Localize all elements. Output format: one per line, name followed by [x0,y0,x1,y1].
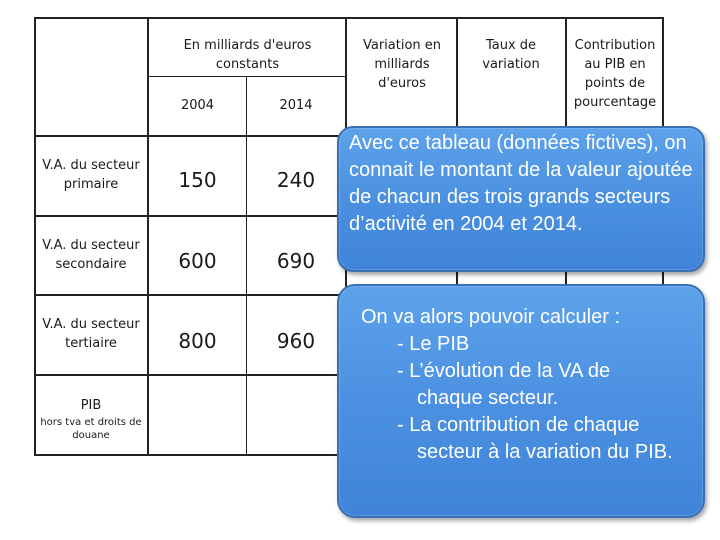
header-variation: Variation en milliards d'euros [362,38,442,91]
value-secondaire-2014: 690 [276,249,316,273]
header-taux: Taux de variation [482,38,540,72]
value-primaire-2014: 240 [276,168,316,192]
callout-calculations [337,284,705,518]
value-secondaire-2004: 600 [178,249,217,273]
header-contribution: Contribution au PIB en points de pourcentage [573,38,657,110]
row-label-pib: PIB [80,398,102,413]
header-constant-euros: En milliards d'euros constants [183,38,312,72]
table-vline-1 [147,17,149,456]
header-year-2014: 2014 [279,98,313,113]
callout-table-explanation-text: Avec ce tableau (données fictives), on connait le montant de la valeur ajoutée de chacun des trois grands secteurs d’activité en 2004 et 2014. [349,132,693,235]
row-label-pib-note: hors tva et droits de douane [40,417,142,441]
header-year-2004: 2004 [180,98,215,113]
table-hline-subheader [147,76,347,77]
callout-item-va-line2: chaque secteur. [417,387,559,409]
callout-item-pib: - Le PIB [397,333,470,355]
callout-item-contribution-line2: secteur à la variation du PIB. [417,441,673,463]
table-border-left [34,17,36,456]
callout-calculations-intro: On va alors pouvoir calculer : [361,306,621,328]
table-border-top [34,17,664,19]
callout-table-explanation [337,126,705,272]
value-tertiaire-2004: 800 [178,329,217,353]
row-label-secondaire: V.A. du secteur secondaire [42,238,140,272]
row-label-primaire: V.A. du secteur primaire [42,158,140,192]
callout-item-contribution-line1: - La contribution de chaque [397,414,640,436]
value-primaire-2004: 150 [178,168,217,192]
value-tertiaire-2014: 960 [276,329,316,353]
callout-item-va-line1: - L’évolution de la VA de [397,360,611,382]
row-label-tertiaire: V.A. du secteur tertiaire [42,317,140,351]
